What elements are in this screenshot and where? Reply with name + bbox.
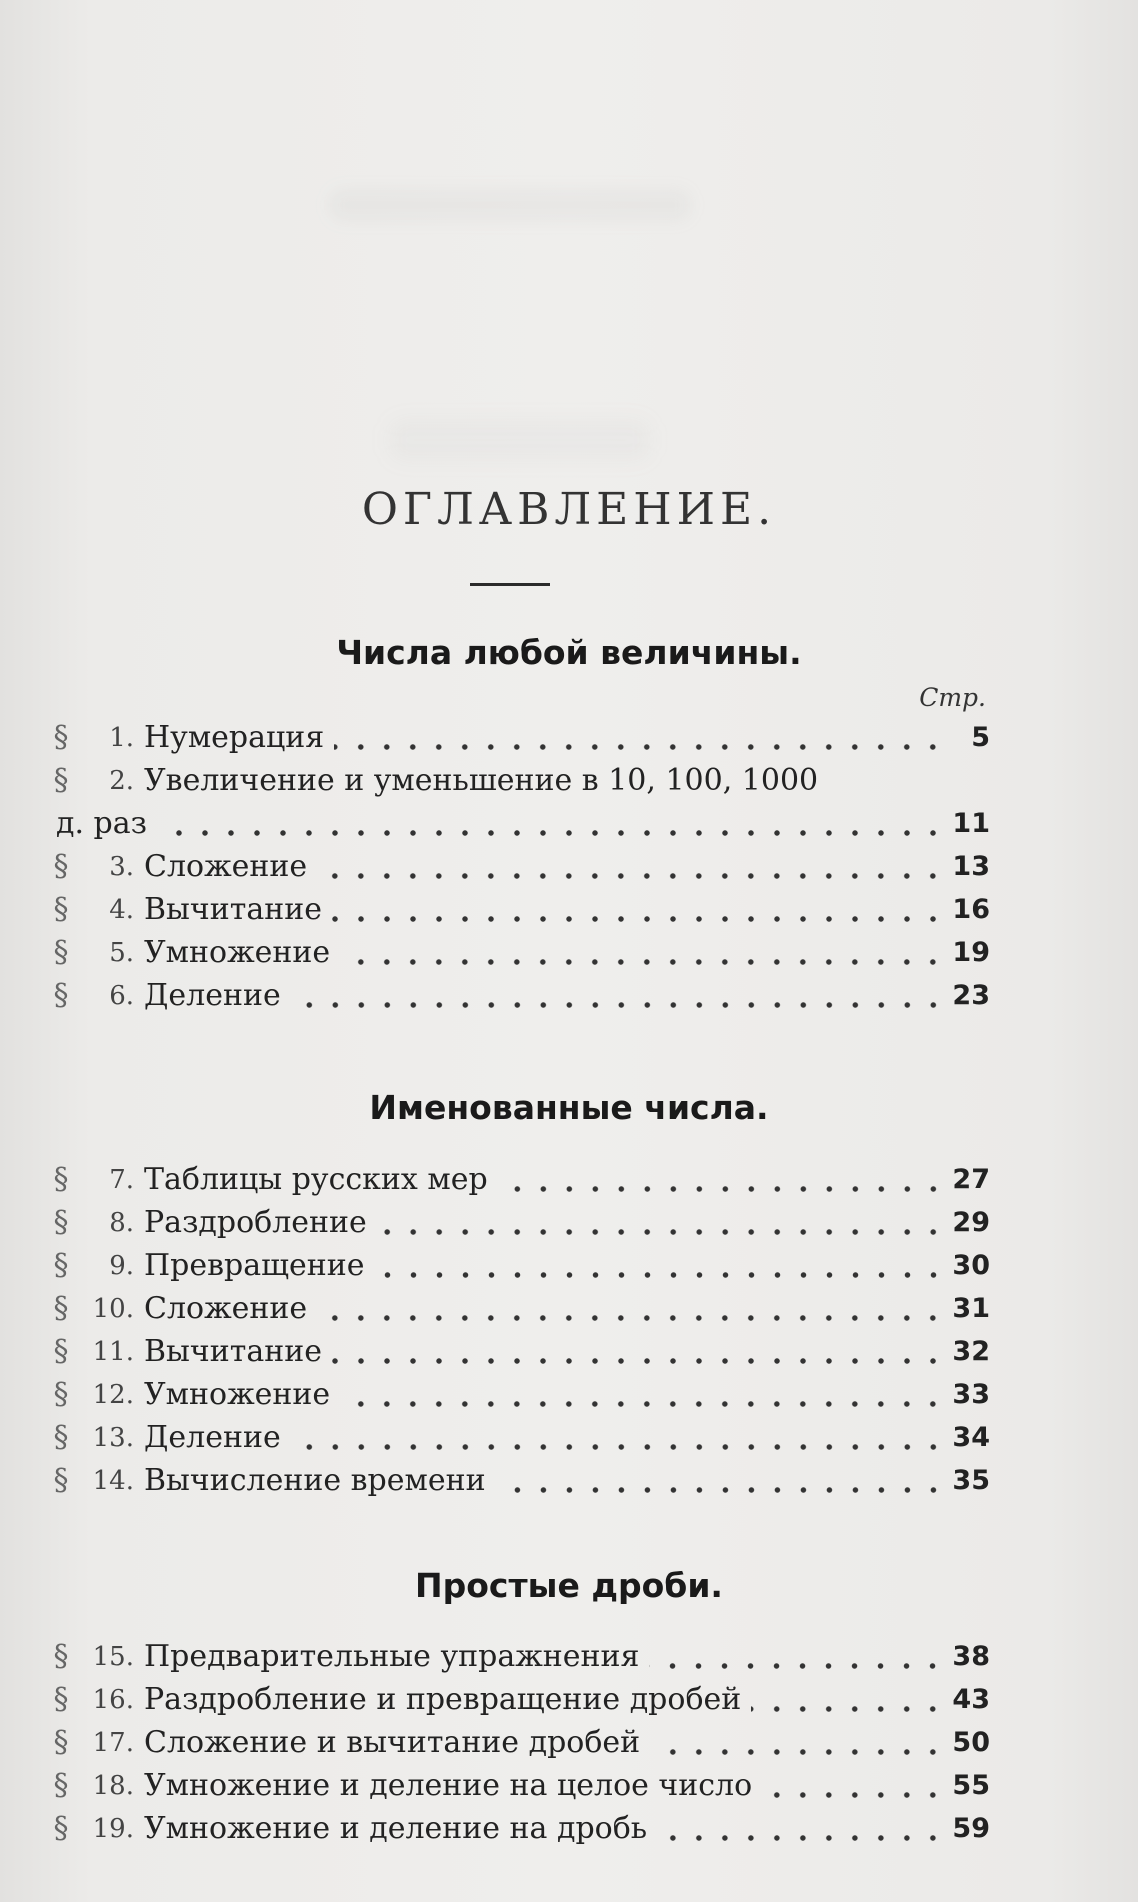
toc-entry — [46, 847, 990, 887]
dot-leader — [498, 1164, 946, 1194]
dot-leader — [340, 1379, 946, 1409]
entry-title: Превращение — [144, 1248, 365, 1283]
entry-title: Умножение — [144, 935, 331, 970]
entry-title: Увеличение и уменьшение в 10, 100, 1000 — [144, 763, 819, 798]
section-sign: § — [53, 935, 69, 970]
toc-entry — [46, 1160, 990, 1200]
dot-leader — [375, 1250, 947, 1280]
entry-number: 5. — [109, 938, 134, 968]
dot-leader — [291, 1422, 946, 1452]
section-sign: § — [53, 1725, 69, 1760]
dot-leader — [650, 1727, 946, 1757]
section-sign: § — [53, 1248, 69, 1283]
entry-page: 11 — [952, 808, 990, 839]
section-sign: § — [53, 1639, 69, 1674]
toc-entry-continuation — [56, 804, 990, 844]
show-through-text — [330, 190, 690, 220]
entry-page: 31 — [952, 1293, 990, 1324]
section-sign: § — [53, 1682, 69, 1717]
entry-title-continuation: д. раз — [56, 806, 147, 841]
entry-title: Вычитание — [144, 1334, 322, 1369]
section-sign: § — [53, 1334, 69, 1369]
section-sign: § — [53, 1811, 69, 1846]
entry-title: Деление — [144, 1420, 281, 1455]
section-sign: § — [53, 849, 69, 884]
entry-title: Деление — [144, 978, 281, 1013]
section-sign: § — [53, 763, 69, 798]
dot-leader — [340, 937, 946, 967]
dot-leader — [377, 1207, 946, 1237]
toc-entry — [46, 1246, 990, 1286]
entry-number: 11. — [92, 1337, 134, 1367]
entry-number: 15. — [92, 1642, 134, 1672]
entry-number: 9. — [109, 1251, 134, 1281]
entry-title: Раздробление — [144, 1205, 367, 1240]
toc-entry — [46, 1809, 990, 1849]
dot-leader — [317, 1293, 946, 1323]
section-heading: Простые дроби. — [415, 1566, 723, 1605]
entry-page: 59 — [952, 1813, 990, 1844]
entry-page: 19 — [952, 937, 990, 968]
entry-number: 4. — [109, 895, 134, 925]
entry-number: 10. — [92, 1294, 134, 1324]
section-sign: § — [53, 1420, 69, 1455]
toc-entry — [46, 1637, 990, 1677]
toc-entry — [46, 1332, 990, 1372]
toc-entry — [46, 1418, 990, 1458]
section-sign: § — [53, 1768, 69, 1803]
section-sign: § — [53, 1463, 69, 1498]
entry-number: 3. — [109, 852, 134, 882]
dot-leader — [332, 894, 946, 924]
entry-title: Сложение и вычитание дробей — [144, 1725, 641, 1760]
entry-title: Сложение — [144, 849, 308, 884]
entry-title: Нумерация — [144, 720, 325, 755]
entry-number: 2. — [109, 766, 134, 796]
dot-leader — [657, 1813, 946, 1843]
toc-entry — [46, 1203, 990, 1243]
entry-number: 16. — [92, 1685, 134, 1715]
dot-leader — [332, 1336, 946, 1366]
toc-entry — [46, 1289, 990, 1329]
toc-entry — [46, 890, 990, 930]
entry-title: Вычисление времени — [144, 1463, 486, 1498]
entry-title: Таблицы русских мер — [144, 1162, 488, 1197]
toc-entry — [46, 761, 990, 801]
entry-page: 5 — [971, 722, 990, 753]
entry-number: 12. — [92, 1380, 134, 1410]
entry-number: 18. — [92, 1771, 134, 1801]
entry-page: 43 — [952, 1684, 990, 1715]
entry-page: 55 — [952, 1770, 990, 1801]
section-sign: § — [53, 720, 69, 755]
entry-page: 32 — [952, 1336, 990, 1367]
dot-leader — [334, 722, 946, 752]
entry-title: Сложение — [144, 1291, 308, 1326]
entry-number: 8. — [109, 1208, 134, 1238]
section-sign: § — [53, 892, 69, 927]
entry-page: 27 — [952, 1164, 990, 1195]
toc-entry — [46, 976, 990, 1016]
toc-entry — [46, 1723, 990, 1763]
section-sign: § — [53, 1205, 69, 1240]
section-heading: Числа любой величины. — [336, 633, 802, 672]
entry-page: 23 — [952, 980, 990, 1011]
entry-number: 19. — [92, 1814, 134, 1844]
page-column-label: Стр. — [919, 683, 986, 712]
entry-title: Предварительные упражнения — [144, 1639, 640, 1674]
toc-entry — [46, 1680, 990, 1720]
entry-page: 13 — [952, 851, 990, 882]
entry-page: 29 — [952, 1207, 990, 1238]
dot-leader — [317, 851, 946, 881]
entry-page: 16 — [952, 894, 990, 925]
toc-entry — [46, 1461, 990, 1501]
toc-entry — [46, 1766, 990, 1806]
entry-number: 7. — [109, 1165, 134, 1195]
toc-entry — [46, 933, 990, 973]
entry-title: Раздробление и превращение дробей — [144, 1682, 742, 1717]
entry-number: 13. — [92, 1423, 134, 1453]
dot-leader — [496, 1465, 946, 1495]
dot-leader — [751, 1684, 946, 1714]
entry-title: Умножение и деление на целое число — [144, 1768, 753, 1803]
toc-entry — [46, 1375, 990, 1415]
section-sign: § — [53, 1162, 69, 1197]
entry-page: 35 — [952, 1465, 990, 1496]
page-title: ОГЛАВЛЕНИЕ. — [361, 484, 777, 535]
toc-entry — [46, 718, 990, 758]
section-sign: § — [53, 1377, 69, 1412]
dot-leader — [649, 1641, 946, 1671]
entry-page: 34 — [952, 1422, 990, 1453]
entry-title: Вычитание — [144, 892, 322, 927]
entry-title: Умножение и деление на дробь — [144, 1811, 648, 1846]
entry-number: 17. — [92, 1728, 134, 1758]
entry-number: 6. — [109, 981, 134, 1011]
dot-leader — [762, 1770, 946, 1800]
section-sign: § — [53, 978, 69, 1013]
entry-page: 38 — [952, 1641, 990, 1672]
show-through-text — [390, 420, 650, 460]
entry-number: 14. — [92, 1466, 134, 1496]
entry-page: 50 — [952, 1727, 990, 1758]
section-heading: Именованные числа. — [369, 1088, 769, 1127]
entry-page: 30 — [952, 1250, 990, 1281]
dot-leader — [157, 808, 946, 838]
entry-title: Умножение — [144, 1377, 331, 1412]
dot-leader — [291, 980, 946, 1010]
entry-number: 1. — [109, 723, 134, 753]
entry-page: 33 — [952, 1379, 990, 1410]
section-sign: § — [53, 1291, 69, 1326]
title-rule — [470, 583, 550, 586]
